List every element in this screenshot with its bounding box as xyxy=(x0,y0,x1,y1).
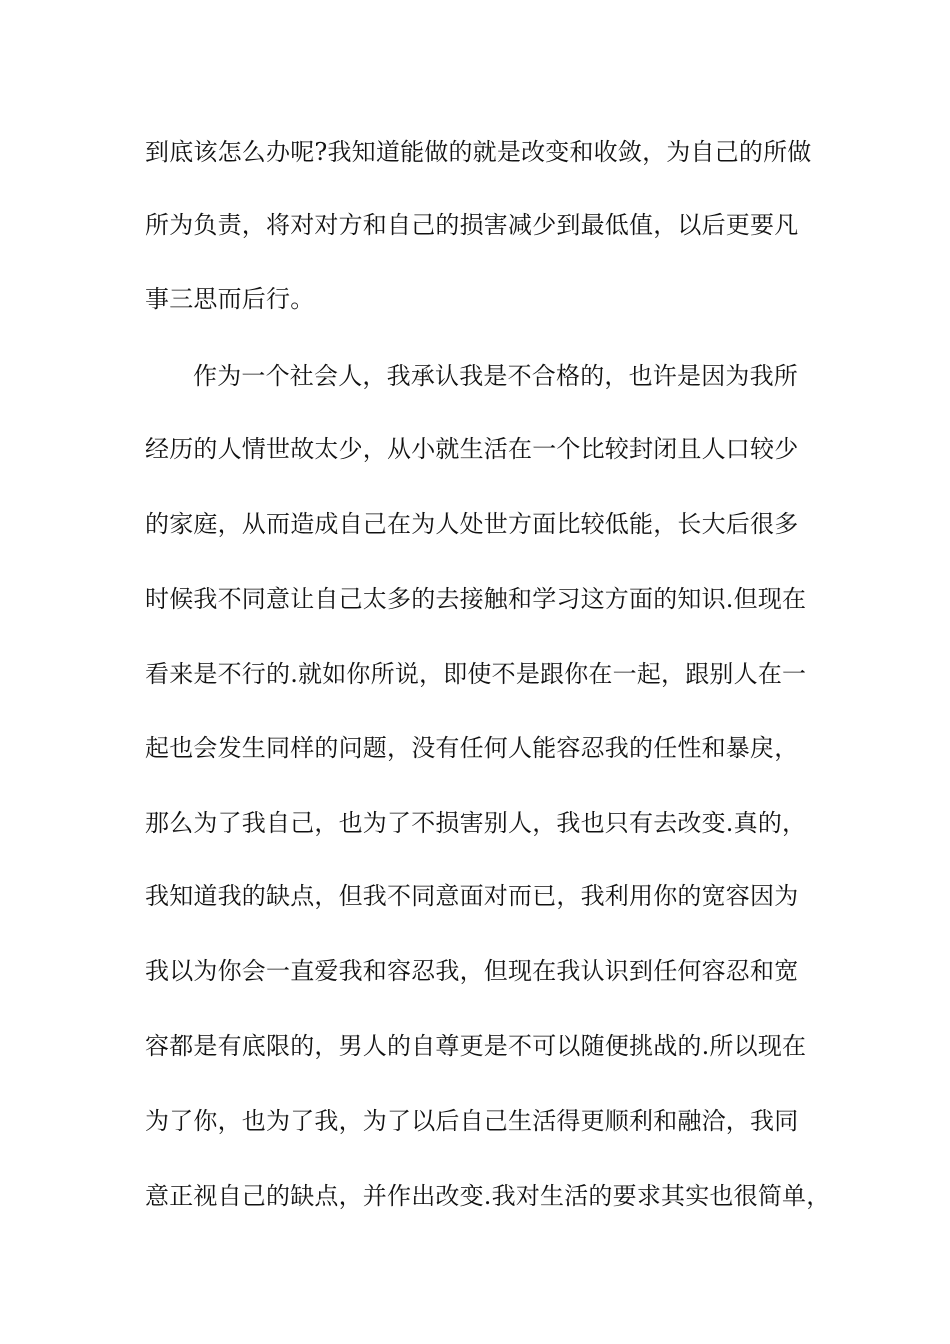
text-line: 我知道我的缺点，但我不同意面对而已，我利用你的宽容因为 xyxy=(145,882,799,910)
text-line: 到底该怎么办呢?我知道能做的就是改变和收敛，为自己的所做 xyxy=(145,138,812,166)
text-line: 事三思而后行。 xyxy=(145,285,315,313)
text-line: 那么为了我自己，也为了不损害别人，我也只有去改变.真的， xyxy=(145,809,807,837)
text-line: 起也会发生同样的问题，没有任何人能容忍我的任性和暴戾， xyxy=(145,734,799,762)
text-line: 经历的人情世故太少，从小就生活在一个比较封闭且人口较少 xyxy=(145,435,799,463)
text-line: 为了你，也为了我，为了以后自己生活得更顺利和融洽，我同 xyxy=(145,1107,799,1135)
text-line: 的家庭，从而造成自己在为人处世方面比较低能，长大后很多 xyxy=(145,510,799,538)
paragraph-first-line: 作为一个社会人，我承认我是不合格的，也许是因为我所 xyxy=(193,362,798,390)
text-line: 看来是不行的.就如你所说，即使不是跟你在一起，跟别人在一 xyxy=(145,660,807,688)
text-line: 所为负责，将对对方和自己的损害减少到最低值，以后更要凡 xyxy=(145,211,799,239)
text-line: 时候我不同意让自己太多的去接触和学习这方面的知识.但现在 xyxy=(145,585,807,613)
text-line: 意正视自己的缺点，并作出改变.我对生活的要求其实也很简单， xyxy=(145,1182,831,1210)
text-line: 容都是有底限的，男人的自尊更是不可以随便挑战的.所以现在 xyxy=(145,1032,807,1060)
text-line: 我以为你会一直爱我和容忍我，但现在我认识到任何容忍和宽 xyxy=(145,957,799,985)
